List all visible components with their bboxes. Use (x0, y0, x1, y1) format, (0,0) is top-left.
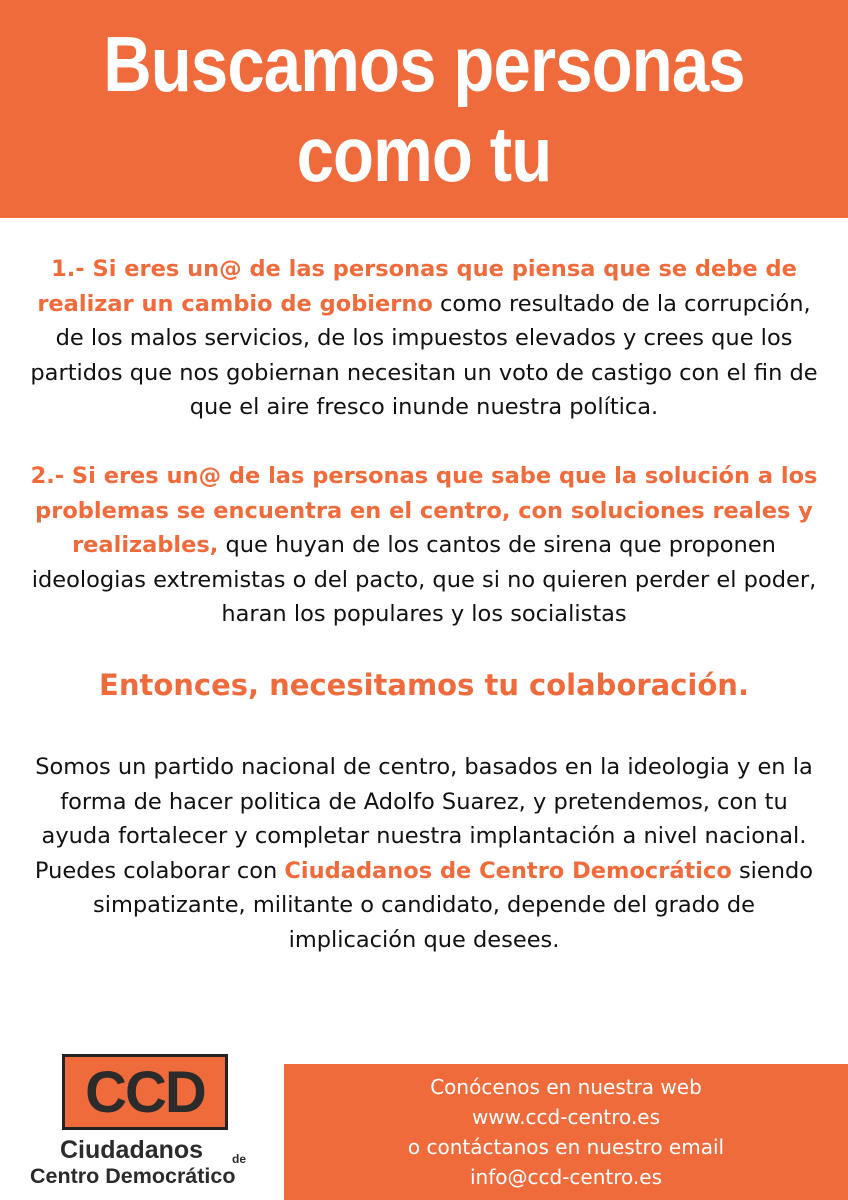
header-banner (0, 0, 848, 218)
party-name: Ciudadanos de Centro Democrático (284, 857, 732, 884)
paragraph-1-highlight: 1.- Si eres un@ de las personas que piensa que se debe de realizar un cambio de gobierno (37, 256, 797, 317)
paragraph-2 (30, 459, 818, 632)
email-link[interactable]: info@ccd-centro.es (470, 1165, 662, 1189)
logo-acronym: CCD (85, 1059, 205, 1125)
contact-line-3: o contáctanos en nuestro email (407, 1135, 725, 1159)
paragraph-2-text: que huyan de los cantos de sirena que proponen ideologias extremistas o del pacto, que si no quieren perder el poder, haran los populares y los socialistas (31, 532, 817, 627)
website-link[interactable]: www.ccd-centro.es (471, 1105, 661, 1129)
contact-line-1: Conócenos en nuestra web (430, 1075, 702, 1099)
paragraph-1-text: como resultado de la corrupción, de los malos servicios, de los impuestos elevados y crees que los partidos que nos gobiernan necesitan un voto de castigo con el fin de que el aire fresco inunde nuestra política. (30, 290, 818, 420)
contact-box (284, 1064, 848, 1200)
paragraph-1 (30, 252, 818, 425)
paragraph-3-text-3: siendo simpatizante, militante o candidato, depende del grado de implicación que desees. (92, 857, 814, 953)
paragraph-2-highlight: 2.- Si eres un@ de las personas que sabe que la solución a los problemas se encuentra en el centro, con soluciones reales y realizables, (30, 463, 818, 558)
logo-badge (62, 1054, 228, 1130)
callout-heading: Entonces, necesitamos tu colaboración. (99, 668, 749, 702)
paragraph-3-text: Somos un partido nacional de centro, basados en la ideologia y en la forma de hacer politica de Adolfo Suarez, y pretendemos, con tu ayuda fortalecer y completar nuestra implantación a nivel nacional. (35, 754, 813, 849)
title-line-2: como tu (296, 110, 552, 198)
paragraph-3-text-2: Puedes colaborar con (34, 857, 285, 884)
logo-text-line-1: Ciudadanos (60, 1136, 204, 1164)
title-line-1: Buscamos personas (103, 20, 745, 108)
logo-text-de: de (232, 1152, 247, 1166)
logo-text-line-2: Centro Democrático (30, 1164, 236, 1188)
page-title (103, 19, 745, 199)
ccd-logo (30, 1052, 260, 1192)
paragraph-3 (30, 750, 818, 957)
